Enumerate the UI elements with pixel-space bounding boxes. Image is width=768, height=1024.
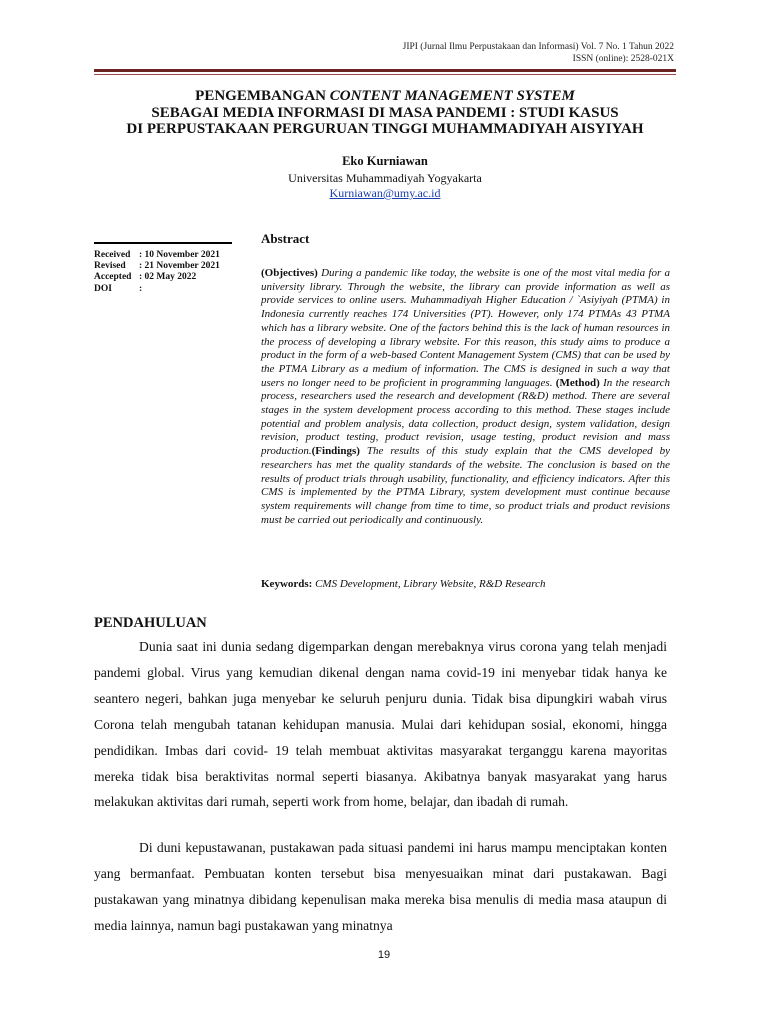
title-line-2: SEBAGAI MEDIA INFORMASI DI MASA PANDEMI : STUDI KASUS — [151, 104, 619, 121]
paper-title — [94, 88, 676, 138]
abstract-objectives-label: (Objectives) — [261, 267, 318, 279]
journal-issn: ISSN (online): 2528-021X — [572, 54, 674, 64]
abstract-findings-label: (Findings) — [311, 445, 360, 458]
body-paragraph-2-text: Di duni kepustawanan, pustakawan pada situasi pandemi ini harus mampu menciptakan konten yang bermanfaat. Pembuatan konten tersebut bisa menyesuaikan minat dari pustakawan. Bagi pustakawan yang minatnya dibidang kepenulisan maka mereka bisa menulis di media masa ataupun di media lainnya, namun bagi pustakawan yang minatnya — [94, 840, 667, 933]
abstract-body — [261, 267, 670, 527]
journal-header — [403, 41, 674, 65]
abstract-method-text: In the research process, researchers used the research and development (R&D) method. There are several stages in the system development process according to this method. These stages include potential and problem analysis, data collection, product design, system validation, design revision, product testing, product revision, usage testing, product revision and mass production. — [261, 376, 670, 458]
title-line-1-italic: CONTENT MANAGEMENT SYSTEM — [329, 88, 575, 104]
article-info-value: : 02 May 2022 — [139, 272, 197, 283]
article-info-label: DOI — [94, 283, 112, 294]
keywords-label: Keywords: — [261, 578, 313, 590]
title-line-1 — [94, 88, 676, 105]
author-name: Eko Kurniawan — [342, 154, 428, 168]
article-info-label: Accepted — [94, 272, 132, 283]
article-info-accepted — [94, 272, 220, 283]
abstract-objectives-text: During a pandemic like today, the website is one of the most vital media for a university library. Through the website, the library can provide information as well as provide services to online users. Muhammadiyah Higher Education / `Asiyiyah (PTMA) in Indonesia currently reaches 174 Universities (PT). However, only 174 PTMAs 43 PTMA which has a library website. One of the factors behind this is the lack of human resources in the process of developing a library website. For this reason, this study aims to produce a product in the form of a web-based Content Management System (CMS) that can be used by the PTMA Library as a medium of information. The CMS is designed in such a way that users no longer need to be proficient in programming languages. — [261, 267, 670, 389]
body-paragraph-1-text: Dunia saat ini dunia sedang digemparkan dengan merebaknya virus corona yang telah menjadi pandemi global. Virus yang kemudian dikenal dengan nama covid-19 ini menyebar tidak hanya ke seantero negeri, bahkan juga menyebar ke seluruh penjuru dunia. Tidak bisa dipungkiri wabah virus Corona telah mengubah tatanan kehidupan manusia. Mulai dari kehidupan sosial, ekonomi, hingga pendidikan. Imbas dari covid- 19 telah membuat aktivitas masyarakat terganggu karena mayoritas mereka tidak bisa beraktivitas normal seperti biasanya. Akibatnya banyak masyarakat yang harus melakukan aktivitas dari rumah, seperti work from home, belajar, dan ibadah di rumah. — [94, 639, 667, 810]
article-info — [94, 250, 220, 295]
page-number: 19 — [377, 949, 391, 961]
author-affiliation: Universitas Muhammadiyah Yogyakarta — [288, 171, 482, 185]
article-info-revised — [94, 261, 220, 272]
article-info-received — [94, 250, 220, 261]
body-paragraph-1 — [94, 634, 667, 815]
article-info-label: Received — [94, 250, 131, 260]
author-email-link[interactable]: Kurniawan@umy.ac.id — [329, 186, 441, 200]
keywords — [261, 578, 546, 590]
article-info-doi — [94, 284, 220, 295]
abstract-findings-text: The results of this study explain that the CMS developed by researchers has met the quality standards of the website. The conclusion is based on the results of product trials through usability, functionality, and efficiency indicators. After this CMS is implemented by the PTMA Library, system development must continue because system requirements will change from time to time, so product trials and product revisions must be carried out periodically and continuously. — [261, 445, 670, 526]
author-email-row — [94, 186, 676, 201]
title-line-1-prefix: PENGEMBANGAN — [195, 88, 330, 104]
body-paragraph-2 — [94, 835, 667, 939]
header-rule-thin — [94, 74, 676, 75]
section-heading: PENDAHULUAN — [94, 615, 207, 631]
article-info-label: Revised — [94, 261, 126, 272]
abstract-heading: Abstract — [261, 231, 310, 246]
title-line-3: DI PERPUSTAKAAN PERGURUAN TINGGI MUHAMMADIYAH AISYIYAH — [126, 121, 644, 137]
article-info-value: : — [139, 283, 143, 294]
abstract-method-label: (Method) — [555, 376, 600, 389]
article-info-rule — [94, 242, 232, 244]
keywords-value: CMS Development, Library Website, R&D Research — [312, 578, 546, 590]
journal-citation: JIPI (Jurnal Ilmu Perpustakaan dan Informasi) Vol. 7 No. 1 Tahun 2022 — [402, 42, 674, 52]
header-rule-thick — [94, 69, 676, 72]
article-info-value: : 21 November 2021 — [139, 261, 220, 272]
article-info-value: : 10 November 2021 — [139, 250, 220, 260]
